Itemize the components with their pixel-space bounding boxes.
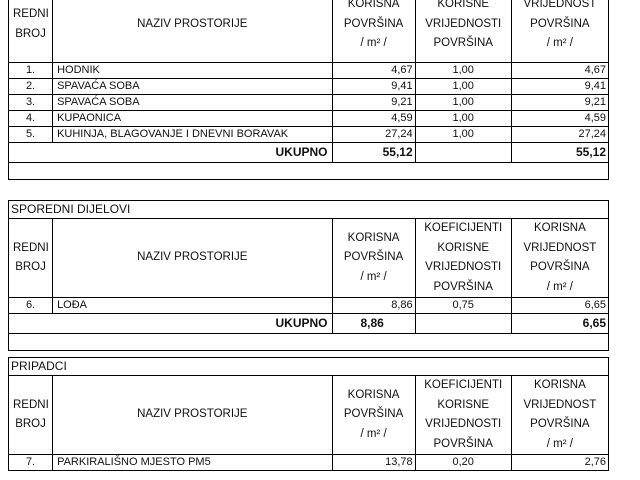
table-sporedni-dijelovi [8,200,609,351]
header-redni-broj: REDNI BROJ [9,376,53,455]
header-koeficijenti: KOEFICIJENTI KORISNE VRIJEDNOSTI POVRŠINA [415,376,511,455]
header-korisna: KORISNA POVRŠINA / m² / [332,219,415,298]
header-korisna: KORISNA POVRŠINA / m² / [332,0,415,63]
header-koeficijenti: KORISNE VRIJEDNOSTI POVRŠINA [415,0,511,63]
header-naziv: NAZIV PROSTORIJE [53,219,332,298]
table-row: 7. PARKIRALIŠNO MJESTO PM5 13,78 0,20 2,76 [9,455,609,471]
section-title: SPOREDNI DIJELOVI [9,201,609,219]
table-row: 3. SPAVAĆA SOBA 9,21 1,00 9,21 [9,95,609,111]
table-main-rooms [8,0,609,180]
total-row [9,314,609,334]
table-row: 2. SPAVAĆA SOBA 9,41 1,00 9,41 [9,79,609,95]
section-title-row [9,201,609,219]
table-header-row [9,219,609,298]
total-value: 55,12 [511,143,608,163]
header-vrijednost: KORISNA VRIJEDNOST POVRŠINA / m² / [511,219,608,298]
header-korisna: KORISNA POVRŠINA / m² / [332,376,415,455]
spacer-row [9,163,609,180]
section-title-row [9,358,609,376]
table-row: 6. LOĐA 8,86 0,75 6,65 [9,298,609,314]
section-title: PRIPADCI [9,358,609,376]
total-label: UKUPNO [9,314,333,334]
table-header-row [9,376,609,455]
total-area: 55,12 [332,143,415,163]
header-vrijednost: VRIJEDNOST POVRŠINA / m² / [511,0,608,63]
total-value: 6,65 [511,314,608,334]
table-row: 5. KUHINJA, BLAGOVANJE I DNEVNI BORAVAK 27,24 1,00 27,24 [9,127,609,143]
header-koeficijenti: KOEFICIJENTI KORISNE VRIJEDNOSTI POVRŠINA [415,219,511,298]
header-vrijednost: KORISNA VRIJEDNOST POVRŠINA / m² / [511,376,608,455]
table-row: 1. HODNIK 4,67 1,00 4,67 [9,63,609,79]
spacer-row [9,334,609,351]
table-header-row [9,0,609,63]
total-area: 8,86 [332,314,415,334]
table-pripadci [8,357,609,471]
total-label: UKUPNO [9,143,333,163]
header-naziv: NAZIV PROSTORIJE [53,0,332,63]
total-row [9,143,609,163]
table-row: 4. KUPAONICA 4,59 1,00 4,59 [9,111,609,127]
header-redni-broj: REDNI BROJ [9,219,53,298]
header-naziv: NAZIV PROSTORIJE [53,376,332,455]
header-redni-broj: REDNI BROJ [9,0,53,63]
